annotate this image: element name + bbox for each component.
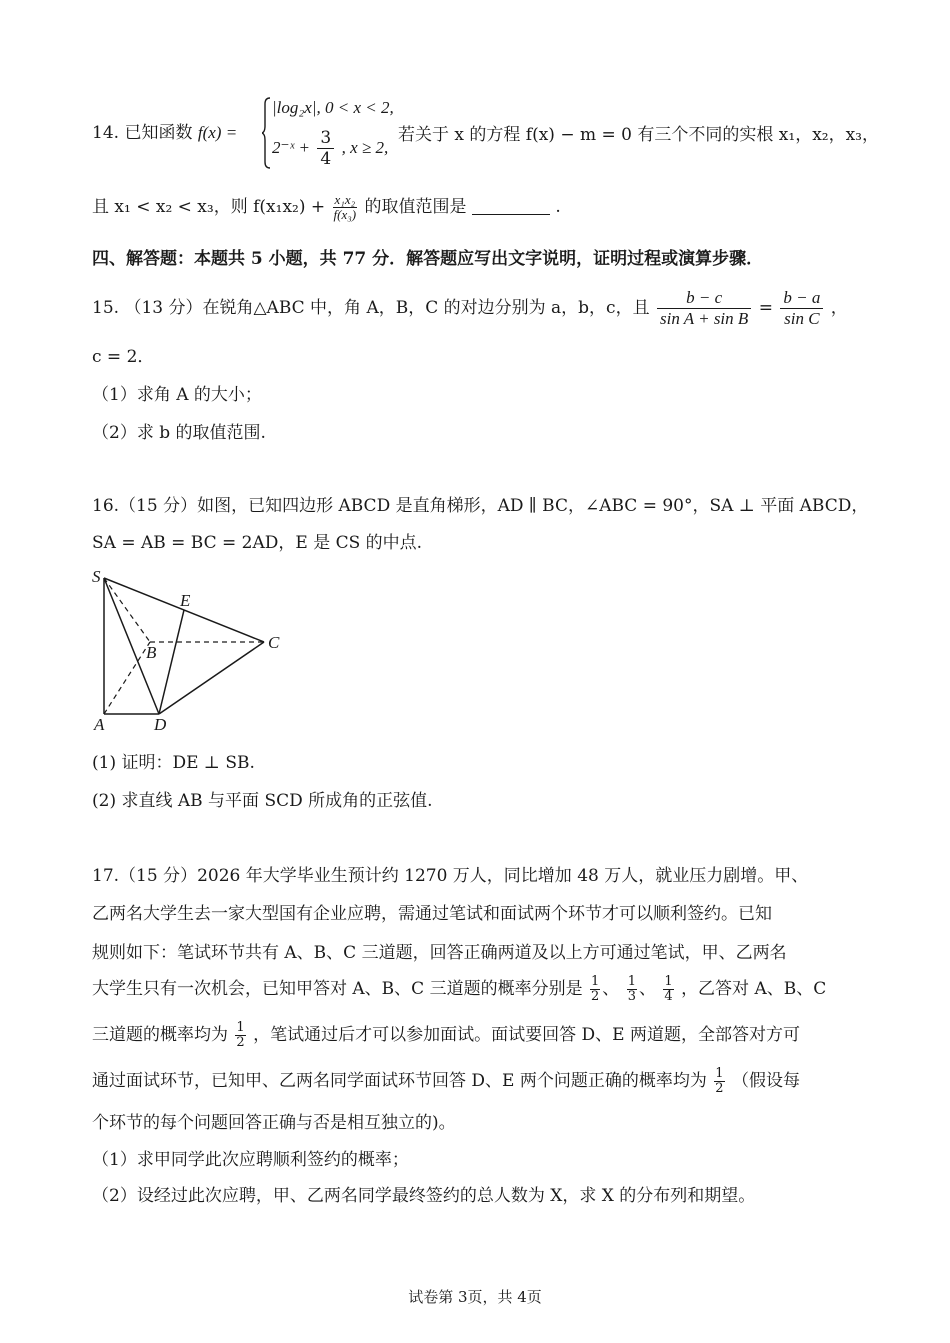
label-E: E — [180, 591, 191, 610]
q17-line7: 个环节的每个问题回答正确与否是相互独立的)。 — [92, 1113, 456, 1133]
q17-part2: （2）设经过此次应聘，甲、乙两名同学最终签约的总人数为 X，求 X 的分布列和期望。 — [92, 1186, 756, 1206]
edge-DC — [159, 642, 264, 714]
label-A: A — [94, 715, 105, 734]
q14-fx: f(x) = — [197, 123, 238, 142]
q16-part2: (2) 求直线 AB 与平面 SCD 所成角的正弦值. — [92, 791, 433, 811]
q16-part1: (1) 证明：DE ⊥ SB. — [92, 753, 255, 773]
label-C: C — [268, 633, 280, 652]
q17-line1: 17.（15 分）2026 年大学毕业生预计约 1270 万人，同比增加 48 万人，就业压力剧增。甲、 — [92, 866, 809, 886]
q15-line1: 15. （13 分）在锐角△ABC 中，角 A，B，C 的对边分别为 a，b，c，且 $\frac{b - c}{\text{sin A + sin B}}$ = $\frac{b - a}{\text{sin C}}$ ， — [92, 288, 848, 328]
q14-brace-icon — [262, 96, 272, 170]
q16-line2: SA = AB = BC = 2AD，E 是 CS 的中点. — [92, 533, 423, 553]
edge-DE — [159, 610, 184, 714]
edge-AB — [104, 642, 150, 714]
label-B: B — [146, 643, 157, 662]
label-D: D — [154, 715, 167, 734]
q14-mid: 若关于 x 的方程 f(x) − m = 0 有三个不同的实根 x₁，x₂，x₃， — [398, 125, 879, 145]
q14-line2: 且 x₁ < x₂ < x₃，则 f(x₁x₂) + $\frac{\text{x₁x₂}}{\text{f(x₃)}}$ 的取值范围是 . — [92, 192, 561, 222]
q15-line2: c = 2． — [92, 347, 155, 367]
q17-line3: 规则如下：笔试环节共有 A、B、C 三道题，回答正确两道及以上方可通过笔试，甲、乙两名 — [92, 943, 787, 963]
q14-case1: |log₂x|, 0 < x < 2, — [272, 98, 394, 117]
q14-case2: 2⁻ˣ + $\frac{3}{4}$ , x ≥ 2, — [272, 128, 389, 169]
q14-answer-blank — [472, 196, 550, 215]
q17-line4: 大学生只有一次机会，已知甲答对 A、B、C 三道题的概率分别是 $\frac{1}{2}$ 、 $\frac{1}{3}$ 、 $\frac{1}{4}$ ，乙答对 A、B、C — [92, 974, 827, 1004]
q17-line2: 乙两名大学生去一家大型国有企业应聘，需通过笔试和面试两个环节才可以顺利签约。已知 — [92, 904, 772, 924]
q16-line1: 16.（15 分）如图，已知四边形 ABCD 是直角梯形，AD ∥ BC，∠ABC = 90°，SA ⊥ 平面 ABCD， — [92, 496, 869, 516]
page-footer: 试卷第 3页，共 4页 — [408, 1288, 542, 1306]
label-S: S — [92, 567, 101, 586]
q15-part1: （1）求角 A 的大小； — [92, 385, 262, 405]
section-4-heading: 四、解答题：本题共 5 小题，共 77 分．解答题应写出文字说明，证明过程或演算步骤． — [92, 249, 764, 269]
q16-figure — [80, 562, 310, 742]
q17-line6: 通过面试环节，已知甲、乙两名同学面试环节回答 D、E 两个问题正确的概率均为 $\frac{1}{2}$ （假设每 — [92, 1066, 800, 1096]
q15-part2: （2）求 b 的取值范围. — [92, 423, 266, 443]
q17-line5: 三道题的概率均为 $\frac{1}{2}$ ，笔试通过后才可以参加面试。面试要回答 D、E 两道题，全部答对方可 — [92, 1020, 800, 1050]
q14-prefix: 14. 已知函数 f(x) = — [92, 123, 238, 143]
q17-part1: （1）求甲同学此次应聘顺利签约的概率； — [92, 1150, 409, 1170]
